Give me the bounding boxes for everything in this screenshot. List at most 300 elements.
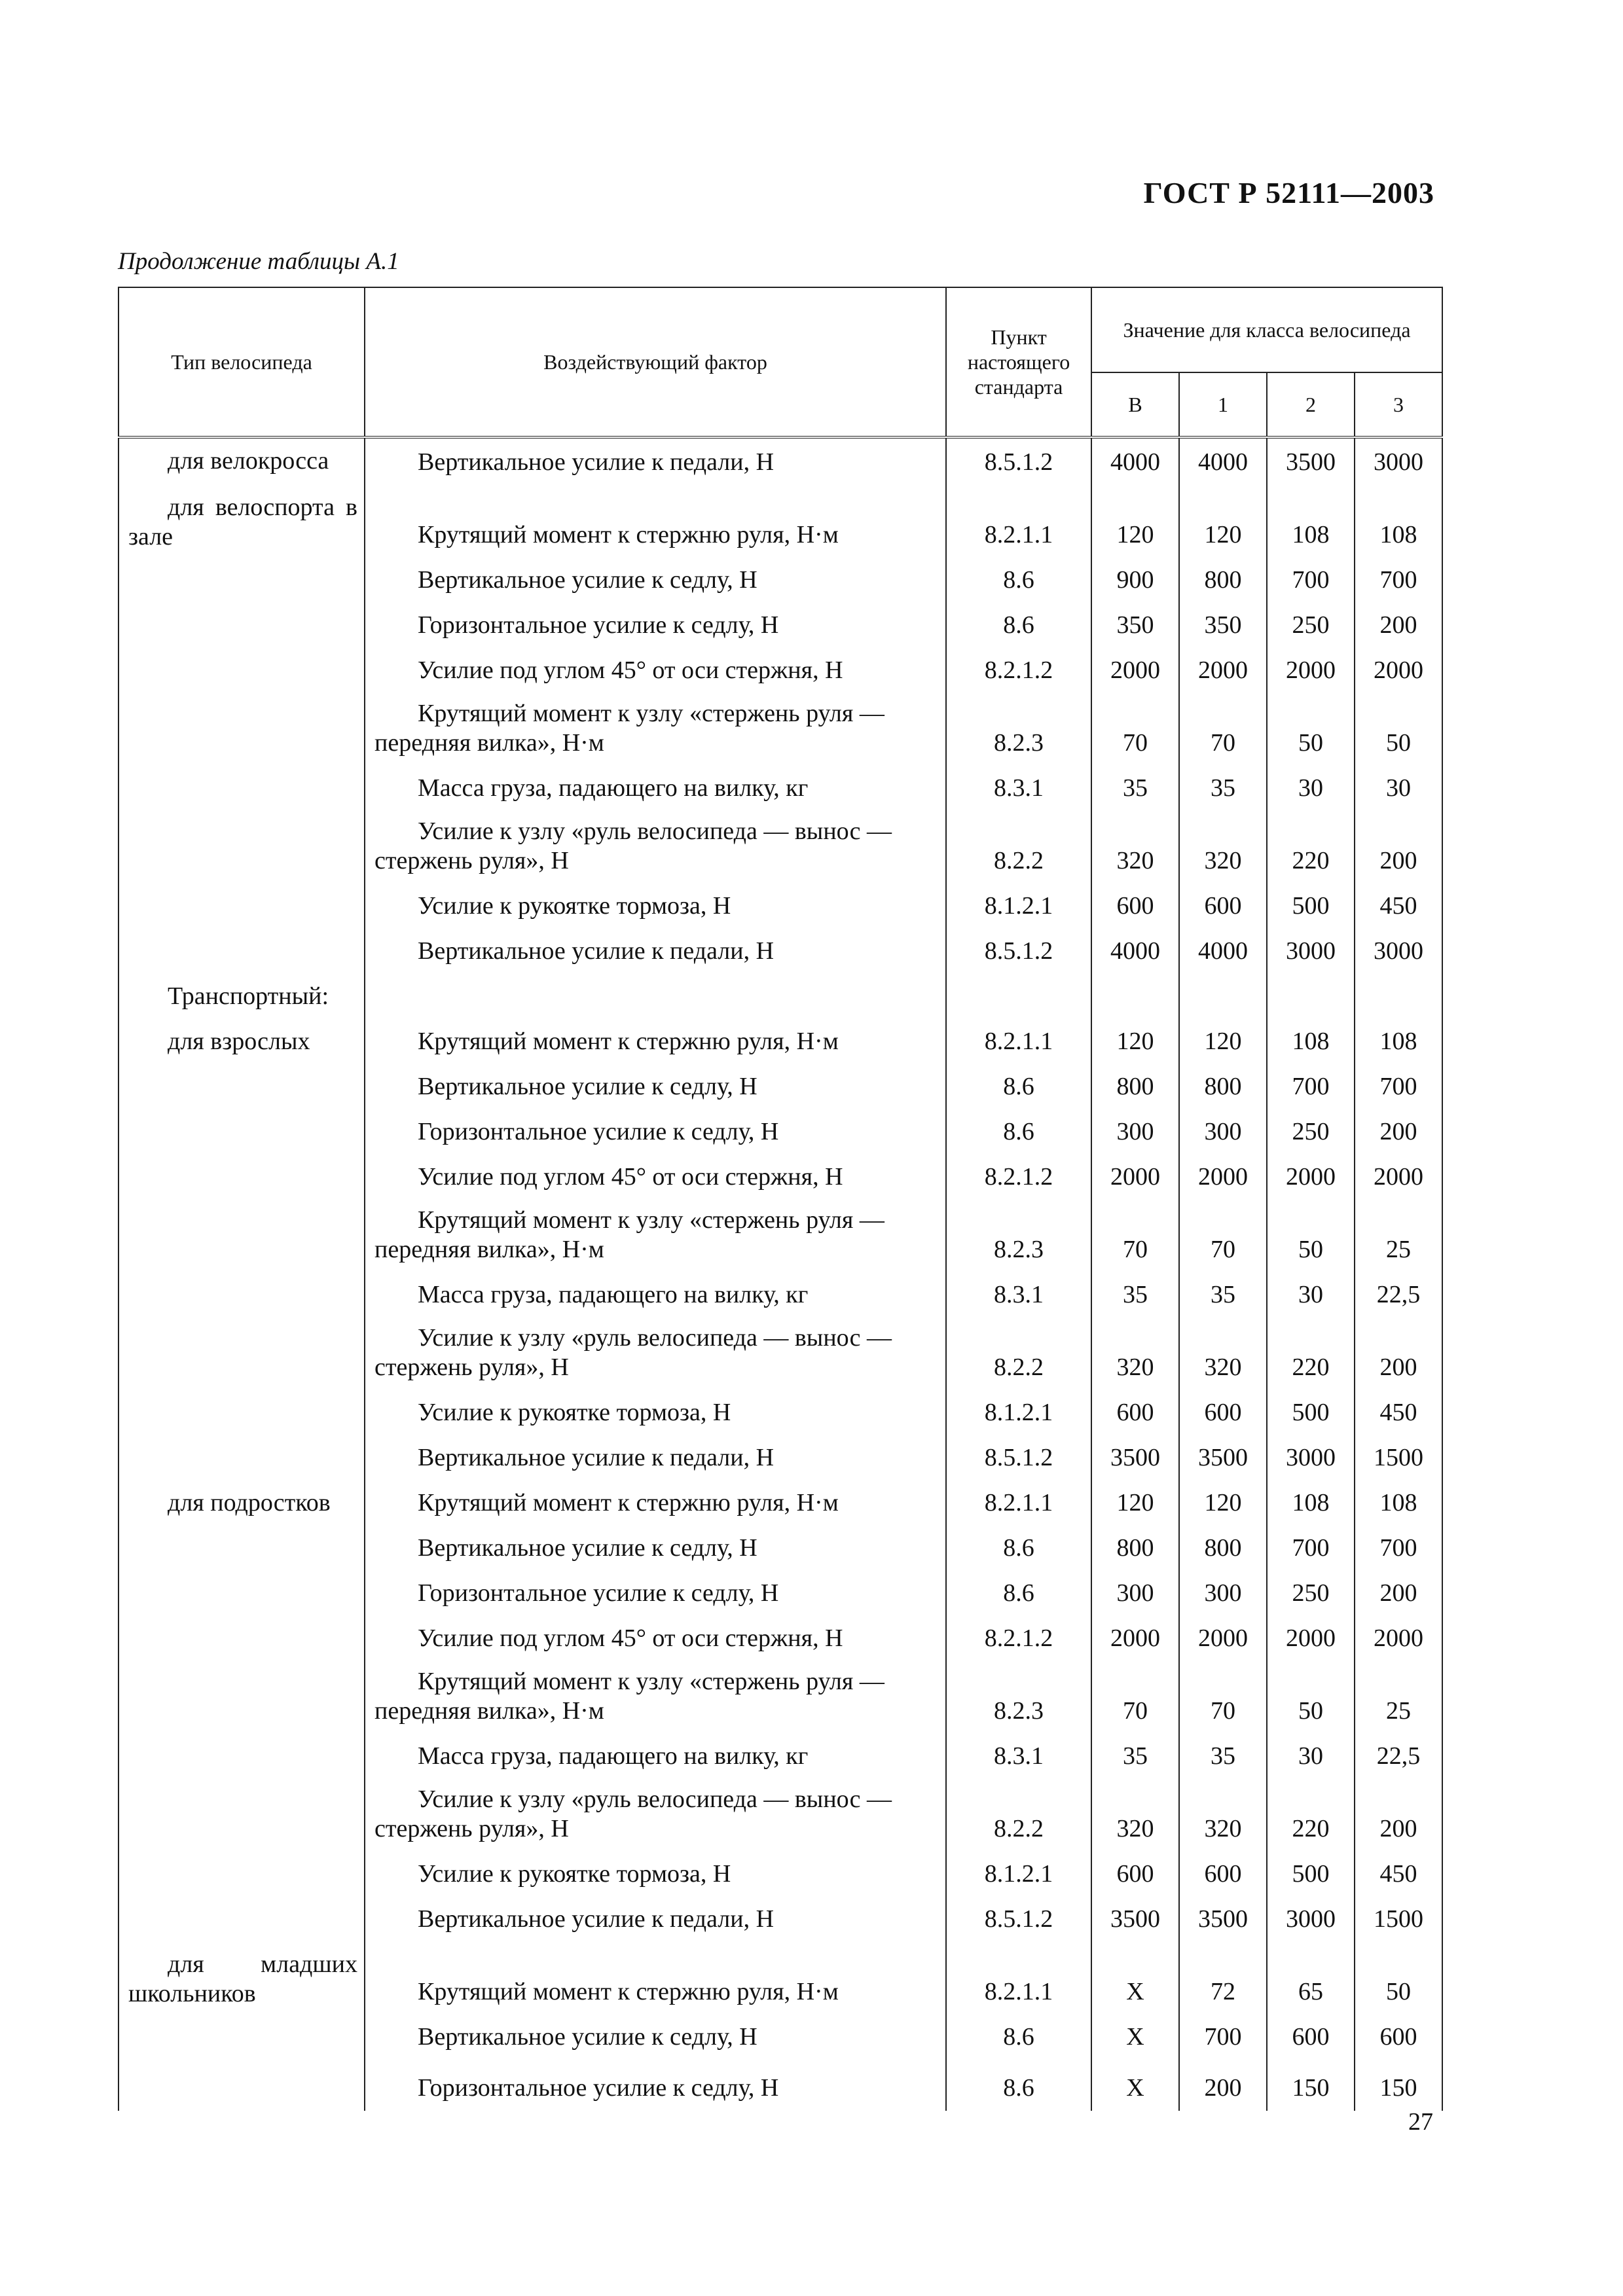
header-class-3: 3 [1355,372,1442,437]
cell-value-class-2: 220 [1267,1779,1355,1852]
cell-bicycle-type [119,1272,365,1318]
cell-bicycle-type [119,929,365,974]
cell-acting-factor [365,693,946,766]
cell-value-class-3: 200 [1355,1318,1442,1390]
cell-clause: 8.6 [946,1109,1091,1155]
cell-value-class-b: 4000 [1091,437,1179,485]
acting-factor-label: Крутящий момент к стержню руля, Н·м [418,1978,839,2005]
header-bicycle-type: Тип велосипеда [119,287,365,437]
table-row [119,2015,1442,2060]
cell-bicycle-type [119,1200,365,1272]
cell-value-class-1: 800 [1179,1064,1267,1109]
cell-acting-factor [365,1019,946,1064]
cell-value-class-2: 108 [1267,1480,1355,1526]
cell-value-class-b: 300 [1091,1109,1179,1155]
cell-acting-factor [365,1435,946,1480]
table-row [119,1779,1442,1852]
table-row [119,1480,1442,1526]
cell-value-class-2: 500 [1267,1390,1355,1435]
cell-value-class-3: 50 [1355,1942,1442,2015]
cell-value-class-b: 35 [1091,766,1179,811]
cell-clause: 8.2.1.1 [946,1019,1091,1064]
cell-value-class-b: 70 [1091,693,1179,766]
cell-clause: 8.1.2.1 [946,1390,1091,1435]
cell-value-class-b: 600 [1091,1852,1179,1897]
cell-value-class-3: 30 [1355,766,1442,811]
cell-value-class-2: 700 [1267,558,1355,603]
cell-bicycle-type [119,766,365,811]
acting-factor-label: Вертикальное усилие к седлу, Н [418,1534,757,1562]
cell-value-class-3: 200 [1355,1571,1442,1616]
cell-value-class-3: 1500 [1355,1897,1442,1942]
cell-value-class-3: 1500 [1355,1435,1442,1480]
acting-factor-label: Крутящий момент к узлу «стержень руля — передняя вилка», Н·м [374,1206,884,1263]
cell-value-class-b: X [1091,1942,1179,2015]
acting-factor-label: Горизонтальное усилие к седлу, Н [418,1118,779,1145]
cell-value-class-1 [1179,974,1267,1019]
cell-acting-factor [365,1272,946,1318]
cell-value-class-2: 220 [1267,811,1355,884]
table-row [119,1109,1442,1155]
cell-clause: 8.5.1.2 [946,929,1091,974]
cell-value-class-3: 22,5 [1355,1272,1442,1318]
table-row [119,1318,1442,1390]
cell-clause: 8.6 [946,1571,1091,1616]
cell-value-class-1: 3500 [1179,1897,1267,1942]
cell-clause: 8.5.1.2 [946,1435,1091,1480]
cell-value-class-2: 2000 [1267,1155,1355,1200]
cell-value-class-b: 2000 [1091,1155,1179,1200]
acting-factor-label: Усилие под углом 45° от оси стержня, Н [418,1624,843,1652]
cell-value-class-2: 30 [1267,766,1355,811]
cell-clause: 8.3.1 [946,1272,1091,1318]
cell-bicycle-type [119,1897,365,1942]
acting-factor-label: Усилие к рукоятке тормоза, Н [418,892,731,920]
cell-value-class-1: 35 [1179,1272,1267,1318]
table-row [119,1661,1442,1734]
cell-bicycle-type [119,1019,365,1064]
cell-value-class-b: X [1091,2060,1179,2111]
cell-acting-factor [365,811,946,884]
cell-bicycle-type [119,558,365,603]
table-row [119,1571,1442,1616]
cell-value-class-2: 700 [1267,1064,1355,1109]
cell-value-class-b: 300 [1091,1571,1179,1616]
cell-clause: 8.6 [946,603,1091,648]
cell-value-class-1: 72 [1179,1942,1267,2015]
cell-value-class-b: 600 [1091,1390,1179,1435]
cell-acting-factor [365,603,946,648]
cell-value-class-2: 30 [1267,1272,1355,1318]
table-row [119,1942,1442,2015]
cell-value-class-2: 700 [1267,1526,1355,1571]
cell-clause: 8.2.1.1 [946,485,1091,558]
table-row [119,1200,1442,1272]
cell-acting-factor [365,1109,946,1155]
acting-factor-label: Усилие под углом 45° от оси стержня, Н [418,656,843,684]
cell-value-class-2: 50 [1267,693,1355,766]
cell-value-class-b: X [1091,2015,1179,2060]
document-code: ГОСТ Р 52111—2003 [1143,176,1434,209]
header-class-b: В [1091,372,1179,437]
cell-acting-factor [365,1526,946,1571]
acting-factor-label: Усилие к узлу «руль велосипеда — вынос — стержень руля», Н [374,817,892,874]
acting-factor-label: Вертикальное усилие к педали, Н [418,1444,775,1471]
cell-value-class-1: 300 [1179,1571,1267,1616]
cell-value-class-3: 108 [1355,485,1442,558]
table-body [119,437,1442,2111]
bicycle-type-label: для младших школьников [128,1950,357,2007]
acting-factor-label: Масса груза, падающего на вилку, кг [418,774,809,802]
cell-value-class-2: 65 [1267,1942,1355,2015]
table-row [119,693,1442,766]
acting-factor-label: Вертикальное усилие к педали, Н [418,1905,775,1933]
table-row [119,437,1442,485]
cell-value-class-b: 600 [1091,884,1179,929]
table-row [119,1272,1442,1318]
cell-bicycle-type [119,485,365,558]
cell-acting-factor [365,1734,946,1779]
table-caption: Продолжение таблицы А.1 [118,248,399,275]
cell-value-class-1: 350 [1179,603,1267,648]
cell-bicycle-type [119,1155,365,1200]
cell-acting-factor [365,1616,946,1661]
cell-acting-factor [365,929,946,974]
bicycle-type-label: Транспортный: [168,982,329,1010]
cell-acting-factor [365,1390,946,1435]
cell-clause: 8.2.3 [946,1200,1091,1272]
cell-value-class-3: 150 [1355,2060,1442,2111]
cell-clause: 8.2.1.2 [946,1616,1091,1661]
cell-value-class-1: 320 [1179,1318,1267,1390]
acting-factor-label: Масса груза, падающего на вилку, кг [418,1281,809,1308]
cell-value-class-1: 4000 [1179,929,1267,974]
cell-clause: 8.2.1.2 [946,1155,1091,1200]
cell-value-class-2: 108 [1267,1019,1355,1064]
cell-value-class-1: 200 [1179,2060,1267,2111]
cell-value-class-1: 320 [1179,1779,1267,1852]
cell-value-class-1: 800 [1179,558,1267,603]
table-row [119,766,1442,811]
table-row [119,603,1442,648]
acting-factor-label: Крутящий момент к стержню руля, Н·м [418,1489,839,1516]
cell-bicycle-type [119,1616,365,1661]
table-row [119,648,1442,693]
cell-bicycle-type [119,1661,365,1734]
cell-value-class-2: 30 [1267,1734,1355,1779]
acting-factor-label: Масса груза, падающего на вилку, кг [418,1742,809,1770]
cell-clause: 8.6 [946,2060,1091,2111]
cell-value-class-3: 450 [1355,884,1442,929]
cell-value-class-b: 3500 [1091,1897,1179,1942]
cell-acting-factor [365,1571,946,1616]
header-class-2: 2 [1267,372,1355,437]
cell-clause: 8.2.3 [946,1661,1091,1734]
cell-value-class-b: 4000 [1091,929,1179,974]
bicycle-type-label: для подростков [168,1489,331,1516]
cell-value-class-2: 2000 [1267,648,1355,693]
acting-factor-label: Вертикальное усилие к седлу, Н [418,1073,757,1100]
cell-clause: 8.6 [946,2015,1091,2060]
cell-value-class-2: 50 [1267,1200,1355,1272]
cell-value-class-b: 3500 [1091,1435,1179,1480]
requirements-table [118,287,1443,2111]
acting-factor-label: Усилие к узлу «руль велосипеда — вынос — стержень руля», Н [374,1785,892,1842]
cell-value-class-3: 25 [1355,1200,1442,1272]
cell-value-class-3: 108 [1355,1480,1442,1526]
cell-bicycle-type [119,974,365,1019]
cell-value-class-b: 320 [1091,1318,1179,1390]
acting-factor-label: Усилие под углом 45° от оси стержня, Н [418,1163,843,1191]
cell-clause: 8.2.2 [946,811,1091,884]
cell-acting-factor [365,648,946,693]
table-row [119,974,1442,1019]
cell-bicycle-type [119,2015,365,2060]
cell-acting-factor [365,2015,946,2060]
table-row [119,929,1442,974]
cell-bicycle-type [119,1942,365,2015]
table-row [119,1734,1442,1779]
cell-value-class-b: 120 [1091,1480,1179,1526]
cell-value-class-b: 120 [1091,485,1179,558]
table-row [119,1390,1442,1435]
cell-value-class-2: 500 [1267,884,1355,929]
acting-factor-label: Горизонтальное усилие к седлу, Н [418,2074,779,2102]
cell-value-class-3: 450 [1355,1852,1442,1897]
table-row [119,558,1442,603]
acting-factor-label: Крутящий момент к узлу «стержень руля — передняя вилка», Н·м [374,700,884,757]
cell-value-class-b: 320 [1091,1779,1179,1852]
cell-acting-factor [365,1661,946,1734]
cell-value-class-2: 250 [1267,1109,1355,1155]
cell-bicycle-type [119,1779,365,1852]
cell-value-class-1: 800 [1179,1526,1267,1571]
cell-value-class-3: 700 [1355,558,1442,603]
cell-acting-factor [365,1852,946,1897]
cell-value-class-2: 220 [1267,1318,1355,1390]
table-row [119,1616,1442,1661]
cell-value-class-3: 200 [1355,1779,1442,1852]
cell-value-class-3: 700 [1355,1526,1442,1571]
cell-clause: 8.2.1.1 [946,1480,1091,1526]
cell-value-class-3: 50 [1355,693,1442,766]
table-row [119,1897,1442,1942]
cell-acting-factor [365,558,946,603]
cell-value-class-3: 22,5 [1355,1734,1442,1779]
acting-factor-label: Горизонтальное усилие к седлу, Н [418,611,779,639]
cell-bicycle-type [119,648,365,693]
cell-value-class-1: 4000 [1179,437,1267,485]
acting-factor-label: Горизонтальное усилие к седлу, Н [418,1579,779,1607]
cell-value-class-2: 500 [1267,1852,1355,1897]
cell-value-class-1: 120 [1179,1480,1267,1526]
cell-bicycle-type [119,1852,365,1897]
table-row [119,1064,1442,1109]
cell-value-class-3: 2000 [1355,648,1442,693]
cell-value-class-3 [1355,974,1442,1019]
cell-clause: 8.5.1.2 [946,1897,1091,1942]
cell-value-class-1: 35 [1179,766,1267,811]
cell-value-class-1: 600 [1179,884,1267,929]
cell-clause: 8.6 [946,1526,1091,1571]
cell-bicycle-type [119,603,365,648]
cell-value-class-2: 150 [1267,2060,1355,2111]
cell-bicycle-type [119,1526,365,1571]
acting-factor-label: Усилие к узлу «руль велосипеда — вынос — стержень руля», Н [374,1324,892,1381]
cell-value-class-2: 50 [1267,1661,1355,1734]
cell-value-class-b [1091,974,1179,1019]
header-class-1: 1 [1179,372,1267,437]
cell-clause: 8.6 [946,558,1091,603]
cell-value-class-b: 35 [1091,1734,1179,1779]
cell-acting-factor [365,485,946,558]
table-row [119,2060,1442,2111]
table-row [119,884,1442,929]
cell-value-class-3: 2000 [1355,1616,1442,1661]
cell-clause: 8.2.2 [946,1779,1091,1852]
cell-value-class-1: 700 [1179,2015,1267,2060]
acting-factor-label: Усилие к рукоятке тормоза, Н [418,1399,731,1426]
cell-value-class-1: 35 [1179,1734,1267,1779]
cell-bicycle-type [119,884,365,929]
bicycle-type-label: для велоспорта в зале [128,493,357,550]
cell-clause: 8.3.1 [946,1734,1091,1779]
cell-value-class-3: 25 [1355,1661,1442,1734]
cell-value-class-2: 108 [1267,485,1355,558]
table-row [119,1852,1442,1897]
cell-bicycle-type [119,1318,365,1390]
cell-value-class-b: 2000 [1091,648,1179,693]
cell-value-class-1: 320 [1179,811,1267,884]
cell-clause: 8.6 [946,1064,1091,1109]
cell-value-class-2: 250 [1267,1571,1355,1616]
cell-value-class-1: 70 [1179,1200,1267,1272]
acting-factor-label: Крутящий момент к стержню руля, Н·м [418,1028,839,1055]
cell-clause [946,974,1091,1019]
cell-value-class-2: 3000 [1267,929,1355,974]
cell-value-class-b: 120 [1091,1019,1179,1064]
cell-clause: 8.1.2.1 [946,1852,1091,1897]
cell-value-class-b: 320 [1091,811,1179,884]
cell-value-class-1: 2000 [1179,1155,1267,1200]
cell-value-class-3: 200 [1355,603,1442,648]
acting-factor-label: Вертикальное усилие к седлу, Н [418,566,757,594]
header-clause: Пункт настоящего стандарта [946,287,1091,437]
cell-bicycle-type [119,2060,365,2111]
cell-value-class-b: 800 [1091,1064,1179,1109]
acting-factor-label: Усилие к рукоятке тормоза, Н [418,1860,731,1888]
cell-value-class-b: 900 [1091,558,1179,603]
cell-value-class-3: 600 [1355,2015,1442,2060]
cell-acting-factor [365,884,946,929]
cell-bicycle-type [119,1435,365,1480]
cell-value-class-1: 600 [1179,1390,1267,1435]
cell-value-class-1: 120 [1179,485,1267,558]
cell-acting-factor [365,2060,946,2111]
cell-acting-factor [365,1897,946,1942]
header-class-group: Значение для класса велосипеда [1091,287,1442,372]
cell-value-class-3: 3000 [1355,929,1442,974]
table-row [119,1435,1442,1480]
cell-clause: 8.2.1.2 [946,648,1091,693]
cell-value-class-1: 2000 [1179,1616,1267,1661]
acting-factor-label: Вертикальное усилие к педали, Н [418,937,775,965]
cell-acting-factor [365,1942,946,2015]
header-acting-factor: Воздействующий фактор [365,287,946,437]
table-row [119,1155,1442,1200]
cell-value-class-3: 450 [1355,1390,1442,1435]
cell-bicycle-type [119,1064,365,1109]
cell-acting-factor [365,1480,946,1526]
cell-clause: 8.5.1.2 [946,437,1091,485]
cell-clause: 8.2.2 [946,1318,1091,1390]
cell-acting-factor [365,437,946,485]
cell-value-class-1: 70 [1179,1661,1267,1734]
cell-value-class-2: 2000 [1267,1616,1355,1661]
cell-acting-factor [365,1318,946,1390]
cell-bicycle-type [119,1734,365,1779]
cell-acting-factor [365,1155,946,1200]
bicycle-type-label: для взрослых [168,1028,310,1055]
cell-value-class-2: 3500 [1267,437,1355,485]
cell-bicycle-type [119,1480,365,1526]
cell-bicycle-type [119,1109,365,1155]
bicycle-type-label: для велокросса [168,447,329,475]
cell-value-class-b: 800 [1091,1526,1179,1571]
cell-value-class-2: 250 [1267,603,1355,648]
acting-factor-label: Вертикальное усилие к седлу, Н [418,2023,757,2051]
acting-factor-label: Крутящий момент к узлу «стержень руля — передняя вилка», Н·м [374,1668,884,1725]
cell-clause: 8.1.2.1 [946,884,1091,929]
cell-clause: 8.2.3 [946,693,1091,766]
cell-value-class-b: 35 [1091,1272,1179,1318]
page-number: 27 [1408,2108,1433,2136]
cell-value-class-b: 70 [1091,1661,1179,1734]
cell-value-class-2: 600 [1267,2015,1355,2060]
cell-value-class-1: 2000 [1179,648,1267,693]
cell-value-class-2 [1267,974,1355,1019]
cell-acting-factor [365,1200,946,1272]
cell-bicycle-type [119,811,365,884]
cell-value-class-b: 350 [1091,603,1179,648]
acting-factor-label: Крутящий момент к стержню руля, Н·м [418,521,839,548]
table-row [119,811,1442,884]
cell-acting-factor [365,1064,946,1109]
cell-clause: 8.2.1.1 [946,1942,1091,2015]
cell-value-class-1: 3500 [1179,1435,1267,1480]
cell-value-class-3: 108 [1355,1019,1442,1064]
cell-value-class-3: 700 [1355,1064,1442,1109]
cell-value-class-3: 200 [1355,811,1442,884]
cell-value-class-2: 3000 [1267,1435,1355,1480]
cell-acting-factor [365,1779,946,1852]
cell-acting-factor [365,974,946,1019]
cell-bicycle-type [119,693,365,766]
cell-value-class-2: 3000 [1267,1897,1355,1942]
table-row [119,1019,1442,1064]
cell-value-class-1: 600 [1179,1852,1267,1897]
table-row [119,485,1442,558]
cell-value-class-3: 200 [1355,1109,1442,1155]
cell-value-class-1: 120 [1179,1019,1267,1064]
cell-bicycle-type [119,1571,365,1616]
cell-value-class-1: 70 [1179,693,1267,766]
cell-bicycle-type [119,437,365,485]
cell-value-class-3: 2000 [1355,1155,1442,1200]
cell-value-class-b: 70 [1091,1200,1179,1272]
cell-clause: 8.3.1 [946,766,1091,811]
cell-bicycle-type [119,1390,365,1435]
